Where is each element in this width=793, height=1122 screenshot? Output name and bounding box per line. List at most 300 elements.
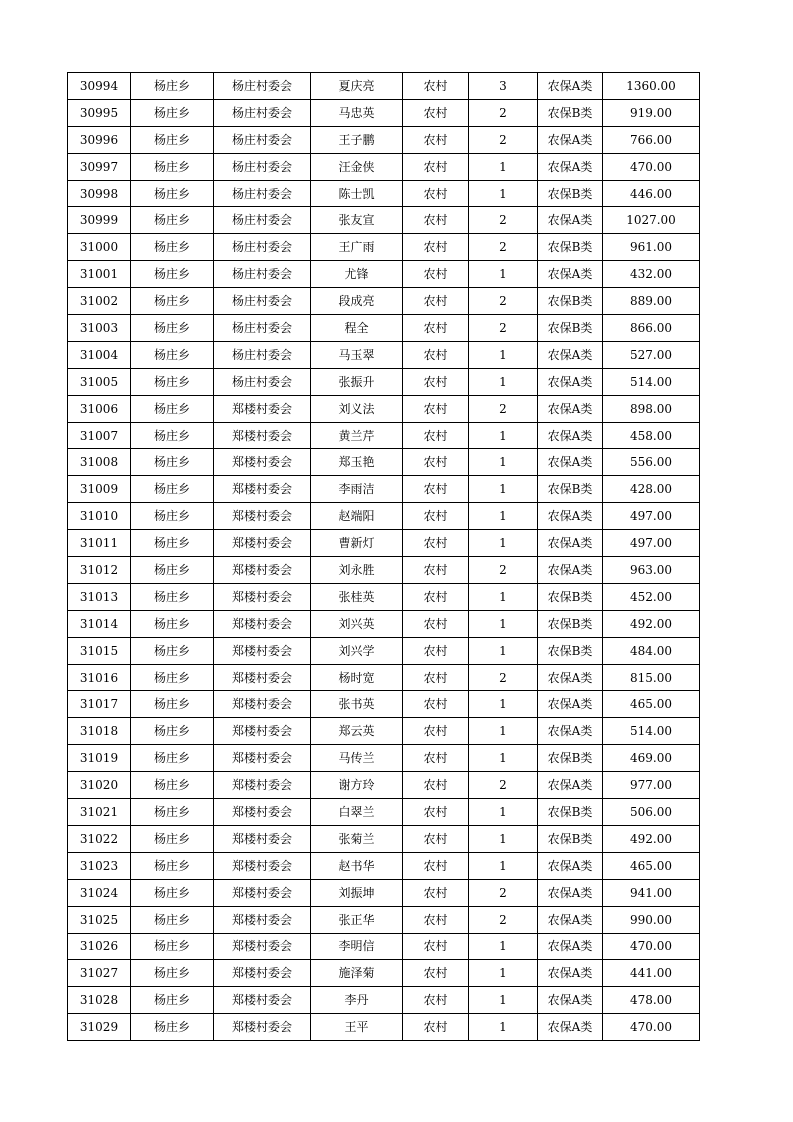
township-cell: 杨庄乡	[131, 557, 214, 584]
amount-cell: 446.00	[603, 180, 700, 207]
person-name-cell: 王广雨	[311, 234, 403, 261]
insurance-category-cell: 农保A类	[538, 261, 603, 288]
township-cell: 杨庄乡	[131, 718, 214, 745]
person-name-cell: 汪金侠	[311, 153, 403, 180]
insurance-category-cell: 农保A类	[538, 395, 603, 422]
township-cell: 杨庄乡	[131, 395, 214, 422]
person-name-cell: 李明信	[311, 933, 403, 960]
village-committee-cell: 郑楼村委会	[214, 1014, 311, 1041]
table-row	[68, 852, 700, 879]
insurance-category-cell: 农保A类	[538, 422, 603, 449]
amount-cell: 556.00	[603, 449, 700, 476]
area-type-cell: 农村	[403, 288, 469, 315]
insurance-category-cell: 农保B类	[538, 476, 603, 503]
township-cell: 杨庄乡	[131, 315, 214, 342]
insurance-category-cell: 农保B类	[538, 583, 603, 610]
amount-cell: 514.00	[603, 368, 700, 395]
amount-cell: 469.00	[603, 745, 700, 772]
table-row	[68, 691, 700, 718]
amount-cell: 527.00	[603, 341, 700, 368]
village-committee-cell: 杨庄村委会	[214, 180, 311, 207]
household-count-cell: 1	[469, 799, 538, 826]
area-type-cell: 农村	[403, 987, 469, 1014]
person-name-cell: 李丹	[311, 987, 403, 1014]
table-row	[68, 745, 700, 772]
village-committee-cell: 杨庄村委会	[214, 288, 311, 315]
township-cell: 杨庄乡	[131, 476, 214, 503]
person-name-cell: 刘兴学	[311, 637, 403, 664]
insurance-category-cell: 农保A类	[538, 341, 603, 368]
township-cell: 杨庄乡	[131, 368, 214, 395]
table-row	[68, 718, 700, 745]
amount-cell: 963.00	[603, 557, 700, 584]
insurance-category-cell: 农保A类	[538, 503, 603, 530]
township-cell: 杨庄乡	[131, 799, 214, 826]
household-count-cell: 1	[469, 745, 538, 772]
record-id-cell: 30995	[68, 99, 131, 126]
person-name-cell: 马忠英	[311, 99, 403, 126]
amount-cell: 497.00	[603, 530, 700, 557]
township-cell: 杨庄乡	[131, 960, 214, 987]
household-count-cell: 1	[469, 610, 538, 637]
household-count-cell: 2	[469, 207, 538, 234]
insurance-category-cell: 农保A类	[538, 772, 603, 799]
record-id-cell: 31003	[68, 315, 131, 342]
household-count-cell: 2	[469, 234, 538, 261]
record-id-cell: 30999	[68, 207, 131, 234]
village-committee-cell: 杨庄村委会	[214, 315, 311, 342]
township-cell: 杨庄乡	[131, 637, 214, 664]
record-id-cell: 31020	[68, 772, 131, 799]
household-count-cell: 1	[469, 503, 538, 530]
township-cell: 杨庄乡	[131, 691, 214, 718]
person-name-cell: 谢方玲	[311, 772, 403, 799]
record-id-cell: 31021	[68, 799, 131, 826]
village-committee-cell: 杨庄村委会	[214, 99, 311, 126]
household-count-cell: 1	[469, 691, 538, 718]
township-cell: 杨庄乡	[131, 99, 214, 126]
table-row	[68, 960, 700, 987]
area-type-cell: 农村	[403, 341, 469, 368]
insurance-category-cell: 农保B类	[538, 825, 603, 852]
township-cell: 杨庄乡	[131, 825, 214, 852]
person-name-cell: 赵端阳	[311, 503, 403, 530]
village-committee-cell: 郑楼村委会	[214, 718, 311, 745]
table-row	[68, 530, 700, 557]
village-committee-cell: 杨庄村委会	[214, 153, 311, 180]
table-row	[68, 1014, 700, 1041]
village-committee-cell: 杨庄村委会	[214, 207, 311, 234]
village-committee-cell: 郑楼村委会	[214, 772, 311, 799]
insurance-category-cell: 农保B类	[538, 799, 603, 826]
amount-cell: 898.00	[603, 395, 700, 422]
township-cell: 杨庄乡	[131, 341, 214, 368]
record-id-cell: 31012	[68, 557, 131, 584]
record-id-cell: 31001	[68, 261, 131, 288]
person-name-cell: 段成亮	[311, 288, 403, 315]
area-type-cell: 农村	[403, 583, 469, 610]
amount-cell: 941.00	[603, 879, 700, 906]
township-cell: 杨庄乡	[131, 234, 214, 261]
household-count-cell: 2	[469, 906, 538, 933]
table-row	[68, 368, 700, 395]
amount-cell: 470.00	[603, 1014, 700, 1041]
person-name-cell: 张友宣	[311, 207, 403, 234]
person-name-cell: 张菊兰	[311, 825, 403, 852]
township-cell: 杨庄乡	[131, 852, 214, 879]
village-committee-cell: 郑楼村委会	[214, 530, 311, 557]
amount-cell: 919.00	[603, 99, 700, 126]
village-committee-cell: 郑楼村委会	[214, 583, 311, 610]
record-id-cell: 31017	[68, 691, 131, 718]
household-count-cell: 1	[469, 1014, 538, 1041]
amount-cell: 465.00	[603, 691, 700, 718]
insurance-category-cell: 农保A类	[538, 718, 603, 745]
village-committee-cell: 杨庄村委会	[214, 341, 311, 368]
village-committee-cell: 郑楼村委会	[214, 664, 311, 691]
record-id-cell: 31000	[68, 234, 131, 261]
township-cell: 杨庄乡	[131, 530, 214, 557]
insurance-category-cell: 农保A类	[538, 73, 603, 100]
person-name-cell: 杨时宽	[311, 664, 403, 691]
village-committee-cell: 郑楼村委会	[214, 799, 311, 826]
table-row	[68, 153, 700, 180]
area-type-cell: 农村	[403, 449, 469, 476]
area-type-cell: 农村	[403, 153, 469, 180]
household-count-cell: 1	[469, 852, 538, 879]
insurance-category-cell: 农保A类	[538, 530, 603, 557]
insurance-category-cell: 农保A类	[538, 1014, 603, 1041]
record-id-cell: 31010	[68, 503, 131, 530]
person-name-cell: 赵书华	[311, 852, 403, 879]
person-name-cell: 马玉翠	[311, 341, 403, 368]
amount-cell: 514.00	[603, 718, 700, 745]
person-name-cell: 郑玉艳	[311, 449, 403, 476]
area-type-cell: 农村	[403, 718, 469, 745]
area-type-cell: 农村	[403, 99, 469, 126]
record-id-cell: 31027	[68, 960, 131, 987]
record-id-cell: 30997	[68, 153, 131, 180]
area-type-cell: 农村	[403, 664, 469, 691]
table-row	[68, 99, 700, 126]
household-count-cell: 2	[469, 99, 538, 126]
insurance-category-cell: 农保B类	[538, 610, 603, 637]
roster-table-body	[68, 73, 700, 1041]
township-cell: 杨庄乡	[131, 879, 214, 906]
person-name-cell: 程全	[311, 315, 403, 342]
amount-cell: 866.00	[603, 315, 700, 342]
township-cell: 杨庄乡	[131, 288, 214, 315]
area-type-cell: 农村	[403, 476, 469, 503]
amount-cell: 815.00	[603, 664, 700, 691]
insurance-category-cell: 农保A类	[538, 207, 603, 234]
insurance-category-cell: 农保A类	[538, 852, 603, 879]
township-cell: 杨庄乡	[131, 583, 214, 610]
township-cell: 杨庄乡	[131, 933, 214, 960]
village-committee-cell: 郑楼村委会	[214, 637, 311, 664]
amount-cell: 458.00	[603, 422, 700, 449]
area-type-cell: 农村	[403, 207, 469, 234]
village-committee-cell: 杨庄村委会	[214, 126, 311, 153]
amount-cell: 478.00	[603, 987, 700, 1014]
township-cell: 杨庄乡	[131, 1014, 214, 1041]
household-count-cell: 1	[469, 449, 538, 476]
amount-cell: 432.00	[603, 261, 700, 288]
table-row	[68, 476, 700, 503]
amount-cell: 492.00	[603, 610, 700, 637]
table-row	[68, 207, 700, 234]
township-cell: 杨庄乡	[131, 772, 214, 799]
record-id-cell: 31011	[68, 530, 131, 557]
table-row	[68, 315, 700, 342]
area-type-cell: 农村	[403, 557, 469, 584]
amount-cell: 484.00	[603, 637, 700, 664]
person-name-cell: 李雨洁	[311, 476, 403, 503]
insurance-category-cell: 农保A类	[538, 557, 603, 584]
township-cell: 杨庄乡	[131, 207, 214, 234]
village-committee-cell: 郑楼村委会	[214, 879, 311, 906]
insurance-category-cell: 农保B类	[538, 315, 603, 342]
insurance-category-cell: 农保A类	[538, 879, 603, 906]
household-count-cell: 2	[469, 664, 538, 691]
person-name-cell: 刘兴英	[311, 610, 403, 637]
record-id-cell: 31005	[68, 368, 131, 395]
record-id-cell: 31023	[68, 852, 131, 879]
area-type-cell: 农村	[403, 637, 469, 664]
household-count-cell: 1	[469, 637, 538, 664]
amount-cell: 428.00	[603, 476, 700, 503]
record-id-cell: 31028	[68, 987, 131, 1014]
household-count-cell: 1	[469, 153, 538, 180]
table-row	[68, 664, 700, 691]
amount-cell: 1360.00	[603, 73, 700, 100]
insurance-category-cell: 农保A类	[538, 126, 603, 153]
table-row	[68, 557, 700, 584]
village-committee-cell: 郑楼村委会	[214, 476, 311, 503]
township-cell: 杨庄乡	[131, 126, 214, 153]
record-id-cell: 31016	[68, 664, 131, 691]
household-count-cell: 2	[469, 288, 538, 315]
record-id-cell: 31018	[68, 718, 131, 745]
village-committee-cell: 杨庄村委会	[214, 368, 311, 395]
amount-cell: 497.00	[603, 503, 700, 530]
record-id-cell: 31002	[68, 288, 131, 315]
insurance-category-cell: 农保B类	[538, 234, 603, 261]
township-cell: 杨庄乡	[131, 906, 214, 933]
record-id-cell: 30996	[68, 126, 131, 153]
household-count-cell: 1	[469, 987, 538, 1014]
household-count-cell: 1	[469, 718, 538, 745]
area-type-cell: 农村	[403, 503, 469, 530]
person-name-cell: 尤锋	[311, 261, 403, 288]
area-type-cell: 农村	[403, 315, 469, 342]
village-committee-cell: 郑楼村委会	[214, 557, 311, 584]
village-committee-cell: 郑楼村委会	[214, 422, 311, 449]
person-name-cell: 黄兰芹	[311, 422, 403, 449]
village-committee-cell: 郑楼村委会	[214, 395, 311, 422]
table-row	[68, 234, 700, 261]
area-type-cell: 农村	[403, 1014, 469, 1041]
person-name-cell: 刘义法	[311, 395, 403, 422]
table-row	[68, 261, 700, 288]
amount-cell: 441.00	[603, 960, 700, 987]
village-committee-cell: 杨庄村委会	[214, 261, 311, 288]
area-type-cell: 农村	[403, 906, 469, 933]
township-cell: 杨庄乡	[131, 153, 214, 180]
village-committee-cell: 杨庄村委会	[214, 234, 311, 261]
area-type-cell: 农村	[403, 799, 469, 826]
village-committee-cell: 郑楼村委会	[214, 745, 311, 772]
amount-cell: 470.00	[603, 153, 700, 180]
table-row	[68, 772, 700, 799]
person-name-cell: 曹新灯	[311, 530, 403, 557]
area-type-cell: 农村	[403, 745, 469, 772]
insurance-category-cell: 农保B类	[538, 288, 603, 315]
village-committee-cell: 郑楼村委会	[214, 691, 311, 718]
household-count-cell: 2	[469, 126, 538, 153]
insurance-category-cell: 农保B类	[538, 99, 603, 126]
record-id-cell: 31026	[68, 933, 131, 960]
record-id-cell: 31029	[68, 1014, 131, 1041]
household-count-cell: 2	[469, 395, 538, 422]
table-row	[68, 610, 700, 637]
insurance-category-cell: 农保A类	[538, 691, 603, 718]
insurance-category-cell: 农保A类	[538, 960, 603, 987]
village-committee-cell: 郑楼村委会	[214, 503, 311, 530]
township-cell: 杨庄乡	[131, 261, 214, 288]
person-name-cell: 刘永胜	[311, 557, 403, 584]
village-committee-cell: 郑楼村委会	[214, 960, 311, 987]
table-row	[68, 583, 700, 610]
area-type-cell: 农村	[403, 933, 469, 960]
table-row	[68, 422, 700, 449]
record-id-cell: 31015	[68, 637, 131, 664]
household-count-cell: 1	[469, 341, 538, 368]
person-name-cell: 郑云英	[311, 718, 403, 745]
table-row	[68, 906, 700, 933]
household-count-cell: 1	[469, 180, 538, 207]
person-name-cell: 陈士凯	[311, 180, 403, 207]
person-name-cell: 王子鹏	[311, 126, 403, 153]
amount-cell: 465.00	[603, 852, 700, 879]
area-type-cell: 农村	[403, 422, 469, 449]
area-type-cell: 农村	[403, 234, 469, 261]
table-row	[68, 341, 700, 368]
person-name-cell: 夏庆亮	[311, 73, 403, 100]
township-cell: 杨庄乡	[131, 745, 214, 772]
record-id-cell: 31008	[68, 449, 131, 476]
table-row	[68, 987, 700, 1014]
roster-table	[67, 72, 700, 1041]
area-type-cell: 农村	[403, 395, 469, 422]
record-id-cell: 31014	[68, 610, 131, 637]
amount-cell: 766.00	[603, 126, 700, 153]
area-type-cell: 农村	[403, 73, 469, 100]
insurance-category-cell: 农保A类	[538, 449, 603, 476]
record-id-cell: 31006	[68, 395, 131, 422]
household-count-cell: 2	[469, 772, 538, 799]
amount-cell: 889.00	[603, 288, 700, 315]
insurance-category-cell: 农保A类	[538, 906, 603, 933]
record-id-cell: 31025	[68, 906, 131, 933]
table-row	[68, 933, 700, 960]
table-row	[68, 288, 700, 315]
township-cell: 杨庄乡	[131, 449, 214, 476]
household-count-cell: 2	[469, 315, 538, 342]
household-count-cell: 3	[469, 73, 538, 100]
household-count-cell: 1	[469, 261, 538, 288]
village-committee-cell: 郑楼村委会	[214, 906, 311, 933]
area-type-cell: 农村	[403, 772, 469, 799]
village-committee-cell: 郑楼村委会	[214, 933, 311, 960]
person-name-cell: 马传兰	[311, 745, 403, 772]
insurance-category-cell: 农保B类	[538, 637, 603, 664]
township-cell: 杨庄乡	[131, 73, 214, 100]
record-id-cell: 31009	[68, 476, 131, 503]
person-name-cell: 白翠兰	[311, 799, 403, 826]
record-id-cell: 31004	[68, 341, 131, 368]
amount-cell: 452.00	[603, 583, 700, 610]
person-name-cell: 施泽菊	[311, 960, 403, 987]
record-id-cell: 31019	[68, 745, 131, 772]
household-count-cell: 1	[469, 960, 538, 987]
area-type-cell: 农村	[403, 879, 469, 906]
insurance-category-cell: 农保A类	[538, 987, 603, 1014]
village-committee-cell: 郑楼村委会	[214, 852, 311, 879]
amount-cell: 961.00	[603, 234, 700, 261]
household-count-cell: 1	[469, 825, 538, 852]
household-count-cell: 1	[469, 368, 538, 395]
household-count-cell: 2	[469, 557, 538, 584]
household-count-cell: 1	[469, 583, 538, 610]
record-id-cell: 30998	[68, 180, 131, 207]
amount-cell: 470.00	[603, 933, 700, 960]
person-name-cell: 张书英	[311, 691, 403, 718]
person-name-cell: 张振升	[311, 368, 403, 395]
person-name-cell: 张正华	[311, 906, 403, 933]
amount-cell: 506.00	[603, 799, 700, 826]
area-type-cell: 农村	[403, 530, 469, 557]
area-type-cell: 农村	[403, 180, 469, 207]
insurance-category-cell: 农保A类	[538, 933, 603, 960]
table-row	[68, 637, 700, 664]
township-cell: 杨庄乡	[131, 664, 214, 691]
person-name-cell: 刘振坤	[311, 879, 403, 906]
record-id-cell: 31013	[68, 583, 131, 610]
village-committee-cell: 郑楼村委会	[214, 987, 311, 1014]
village-committee-cell: 郑楼村委会	[214, 449, 311, 476]
township-cell: 杨庄乡	[131, 422, 214, 449]
household-count-cell: 1	[469, 530, 538, 557]
record-id-cell: 31024	[68, 879, 131, 906]
township-cell: 杨庄乡	[131, 610, 214, 637]
table-row	[68, 799, 700, 826]
insurance-category-cell: 农保A类	[538, 368, 603, 395]
area-type-cell: 农村	[403, 852, 469, 879]
amount-cell: 990.00	[603, 906, 700, 933]
table-row	[68, 879, 700, 906]
area-type-cell: 农村	[403, 610, 469, 637]
amount-cell: 492.00	[603, 825, 700, 852]
insurance-category-cell: 农保A类	[538, 664, 603, 691]
person-name-cell: 王平	[311, 1014, 403, 1041]
table-row	[68, 73, 700, 100]
table-row	[68, 449, 700, 476]
insurance-category-cell: 农保B类	[538, 745, 603, 772]
household-count-cell: 1	[469, 422, 538, 449]
village-committee-cell: 郑楼村委会	[214, 825, 311, 852]
area-type-cell: 农村	[403, 261, 469, 288]
